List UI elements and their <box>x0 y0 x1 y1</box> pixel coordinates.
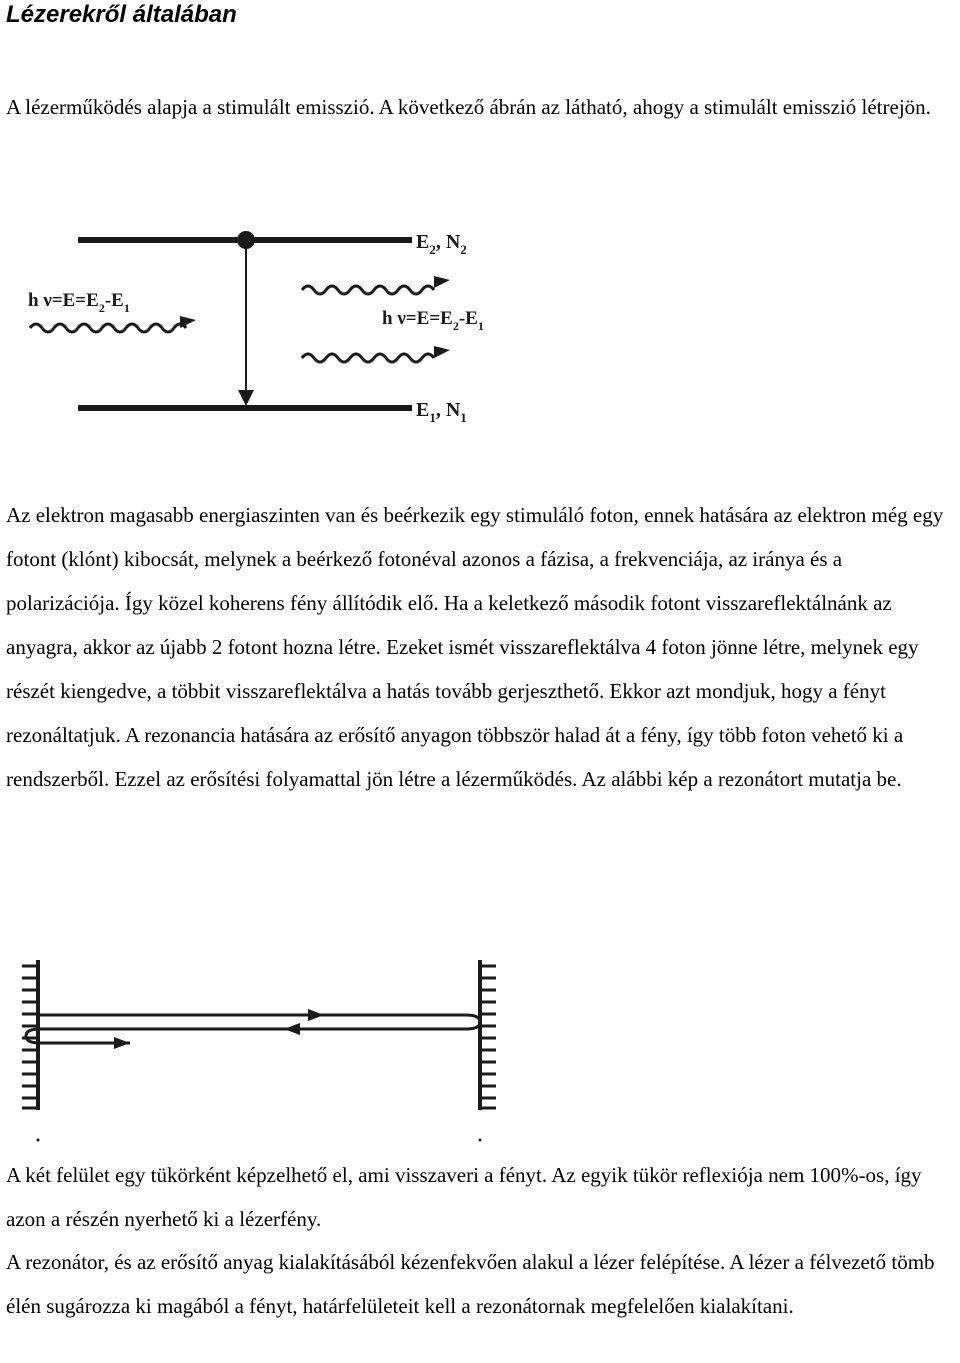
forward-arrowhead-bottom <box>114 1037 130 1049</box>
emitted-photon-label: h $\nu=E=E_2-E_1$ <box>382 308 484 333</box>
stimulating-photon-wave <box>302 286 434 294</box>
upper-level-label: $E_2$, $N_2$ <box>416 231 467 257</box>
electron-dot <box>237 231 255 249</box>
incoming-photon-label: h $\nu=E=E_2-E_1$ <box>28 290 130 315</box>
transition-arrowhead <box>238 390 254 406</box>
incoming-photon-wave <box>30 324 186 332</box>
right-mirror <box>479 960 497 1142</box>
lower-level-label: $E_1$, $N_1$ <box>416 399 467 425</box>
backward-arrowhead <box>284 1023 300 1035</box>
resonator-diagram <box>18 950 500 1150</box>
intro-paragraph: A lézerműködés alapja a stimulált emisszió. A következő ábrán az látható, ahogy a stimulált emisszió létrejön. <box>6 95 931 119</box>
reflected-light-path <box>26 1015 480 1043</box>
final-paragraph: A rezonátor, és az erősítő anyag kialakításából kézenfekvően alakul a lézer felépítése. A lézer a félvezető tömb élén sugározza ki magából a fényt, határfelületeit kell a rezonátornak megfelelően kialakítani. <box>6 1250 935 1318</box>
mirror-paragraph: A két felület egy tükörként képzelhető el, ami visszaveri a fényt. Az egyik tükör reflexiója nem 100%-os, így azon a részén nyerhető ki a lézerfény. <box>6 1163 922 1231</box>
left-mirror <box>22 960 40 1142</box>
page-title: Lézerekről általában <box>6 1 237 28</box>
emitted-photon-arrowhead <box>434 346 450 358</box>
main-paragraph: Az elektron magasabb energiaszinten van és beérkezik egy stimuláló foton, ennek hatására az elektron még egy fotont (klónt) kibocsát, melynek a beérkező fotonéval azonos a fázisa, a frekvenciája, az iránya és a polarizációja. Így közel koherens fény állítódik elő. Ha a keletkező második fotont visszareflektálnánk az anyagra, akkor az újabb 2 fotont hozna létre. Ezeket ismét visszareflektálva 4 foton jönne létre, melynek egy részét kiengedve, a többit visszareflektálva a hatás tovább gerjeszthető. Ekkor azt mondjuk, hogy a fényt rezonáltatjuk. A rezonancia hatására az erősítő anyagon többször halad át a fény, így több foton vehető ki a rendszerből. Ezzel az erősítési folyamattal jön létre a lézerműködés. Az alábbi kép a rezonátort mutatja be. <box>6 503 944 791</box>
forward-arrowhead-top <box>308 1009 324 1021</box>
emitted-photon-wave <box>302 354 434 362</box>
stimulated-emission-diagram <box>20 220 540 430</box>
stimulating-photon-arrowhead <box>434 276 450 288</box>
incoming-photon-arrowhead <box>180 316 196 328</box>
